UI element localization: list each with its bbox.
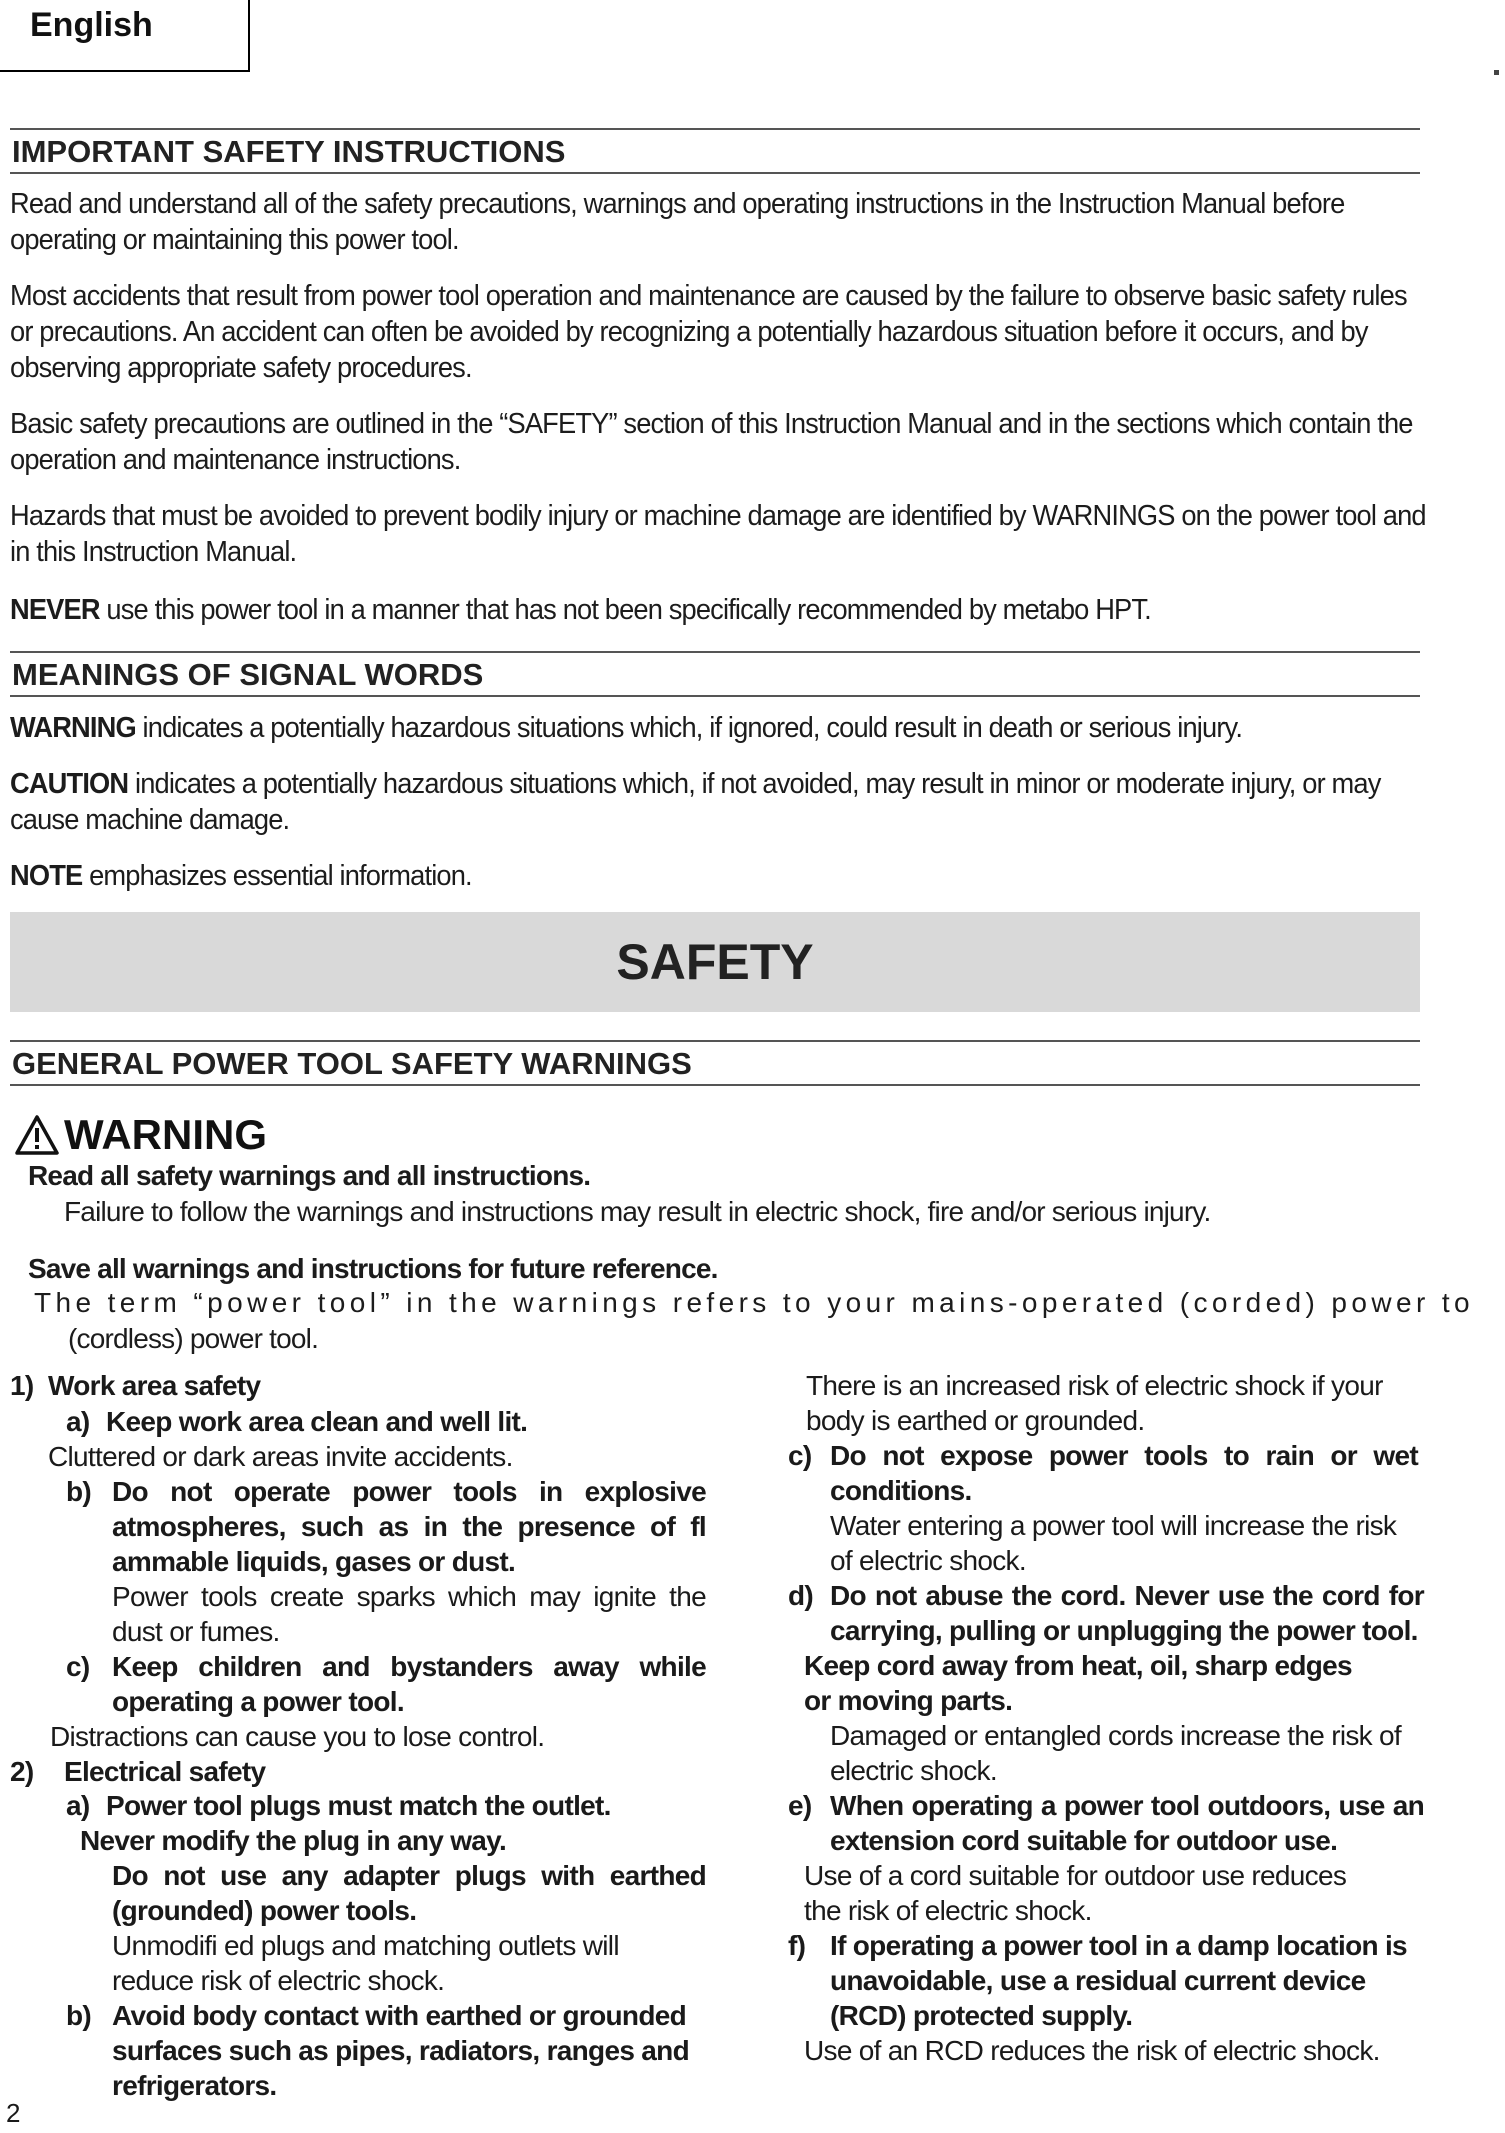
- item-1b: [66, 1474, 706, 1649]
- signal-note: [10, 858, 1425, 894]
- signal-caution-text: indicates a potentially hazardous situations which, if not avoided, may result in minor or moderate injury, or may cause machine damage.: [10, 768, 1381, 836]
- item-2b-continuation: [788, 1368, 1428, 1438]
- item-1b-label: b): [66, 1476, 92, 1507]
- section-work-area: [10, 1368, 710, 1404]
- important-paragraph-3: Basic safety precautions are outlined in the “SAFETY” section of this Instruction Manual and in the sections which contain the operation and maintenance instructions.: [10, 408, 1413, 476]
- signal-note-text: emphasizes essential information.: [82, 860, 472, 892]
- item-1c-text: Distractions can cause you to lose control.: [50, 1721, 545, 1752]
- warning-heading: [14, 1110, 267, 1160]
- item-2b-title: Avoid body contact with earthed or grounded surfaces such as pipes, radiators, ranges and refrigerators.: [112, 2000, 689, 2101]
- item-2d-label: d): [788, 1580, 814, 1611]
- item-1a: [48, 1404, 710, 1474]
- item-2f-title: If operating a power tool in a damp location is unavoidable, use a residual current device (RCD) protected supply.: [830, 1930, 1407, 2031]
- item-2c-title: Do not expose power tools to rain or wet conditions.: [830, 1440, 1418, 1506]
- section-2-number: 2): [10, 1756, 34, 1787]
- item-1b-text: Power tools create sparks which may ignite the dust or fumes.: [112, 1581, 706, 1647]
- left-column: [10, 1368, 710, 2103]
- item-2e: [788, 1788, 1424, 1928]
- never-word: NEVER: [10, 594, 100, 626]
- item-1a-label: a): [66, 1406, 90, 1437]
- item-2e-title: When operating a power tool outdoors, use an extension cord suitable for outdoor use.: [830, 1790, 1424, 1856]
- failure-text: Failure to follow the warnings and instructions may result in electric shock, fire and/or serious injury.: [64, 1196, 1211, 1227]
- language-tab: English: [0, 0, 250, 72]
- signal-caution-word: CAUTION: [10, 768, 129, 800]
- signal-warning-text: indicates a potentially hazardous situations which, if ignored, could result in death or serious injury.: [135, 712, 1243, 744]
- item-2b-text: There is an increased risk of electric shock if your body is earthed or grounded.: [806, 1370, 1383, 1436]
- item-2e-label: e): [788, 1790, 812, 1821]
- item-1c-label: c): [66, 1651, 90, 1682]
- item-1a-text: Cluttered or dark areas invite accidents.: [48, 1441, 513, 1472]
- item-1c: [50, 1649, 706, 1754]
- item-2e-text: Use of a cord suitable for outdoor use reduces the risk of electric shock.: [804, 1860, 1347, 1926]
- item-2d: [788, 1578, 1424, 1788]
- important-section-title: IMPORTANT SAFETY INSTRUCTIONS: [10, 128, 1420, 174]
- item-2c: [788, 1438, 1418, 1578]
- item-2f-text: Use of an RCD reduces the risk of electric shock.: [804, 2035, 1380, 2066]
- section-1-title: Work area safety: [48, 1370, 261, 1401]
- item-2a: [66, 1788, 706, 1998]
- item-2f-label: f): [788, 1930, 806, 1961]
- important-paragraph-5: [10, 592, 1425, 628]
- item-2d-text: Damaged or entangled cords increase the risk of electric shock.: [830, 1720, 1401, 1786]
- item-2d-line2: Keep cord away from heat, oil, sharp edges or moving parts.: [804, 1650, 1352, 1716]
- item-1c-title: Keep children and bystanders away while operating a power tool.: [112, 1651, 706, 1717]
- power-tool-term-line1: The term “power tool” in the warnings refers to your mains-operated (corded) power to: [34, 1287, 1475, 1318]
- section-2-title: Electrical safety: [64, 1756, 266, 1787]
- power-tool-term-line2: (cordless) power tool.: [68, 1323, 319, 1354]
- signal-note-word: NOTE: [10, 860, 83, 892]
- item-2c-text: Water entering a power tool will increase the risk of electric shock.: [830, 1510, 1397, 1576]
- item-2a-text: Unmodifi ed plugs and matching outlets will reduce risk of electric shock.: [112, 1930, 619, 1996]
- signal-warning-word: WARNING: [10, 712, 136, 744]
- signal-warning: [10, 710, 1425, 746]
- section-electrical: [10, 1754, 710, 1788]
- warning-heading-text: WARNING: [64, 1111, 267, 1158]
- item-1a-title: Keep work area clean and well lit.: [106, 1406, 528, 1437]
- item-2a-line2: Never modify the plug in any way.: [80, 1825, 507, 1856]
- safety-banner: SAFETY: [10, 912, 1420, 1012]
- right-column: [788, 1368, 1428, 2068]
- read-all-instructions: Read all safety warnings and all instructions.: [28, 1160, 591, 1191]
- item-1b-title: Do not operate power tools in explosive atmospheres, such as in the presence of fl ammable liquids, gases or dust.: [112, 1476, 706, 1577]
- item-2c-label: c): [788, 1440, 812, 1471]
- important-paragraph-2: Most accidents that result from power tool operation and maintenance are caused by the failure to observe basic safety rules or precautions. An accident can often be avoided by recognizing a potentially hazardous situation before it occurs, and by observing appropriate safety procedures.: [10, 280, 1407, 384]
- item-2a-line3: Do not use any adapter plugs with earthed (grounded) power tools.: [112, 1860, 706, 1926]
- registration-mark: [1494, 70, 1499, 75]
- item-2a-label: a): [66, 1790, 90, 1821]
- important-paragraph-4: Hazards that must be avoided to prevent bodily injury or machine damage are identified by WARNINGS on the power tool and in this Instruction Manual.: [10, 500, 1426, 568]
- save-all-instructions: Save all warnings and instructions for future reference.: [28, 1253, 718, 1284]
- warning-triangle-icon: [14, 1114, 60, 1156]
- item-2b: [66, 1998, 706, 2103]
- important-paragraph-1: Read and understand all of the safety precautions, warnings and operating instructions in the Instruction Manual before operating or maintaining this power tool.: [10, 188, 1345, 256]
- item-2d-title: Do not abuse the cord. Never use the cord for carrying, pulling or unplugging the power tool.: [830, 1580, 1424, 1646]
- page-number: 2: [6, 2098, 21, 2128]
- item-2a-title: Power tool plugs must match the outlet.: [106, 1790, 611, 1821]
- general-section-title: GENERAL POWER TOOL SAFETY WARNINGS: [10, 1040, 1420, 1086]
- item-2b-label: b): [66, 2000, 92, 2031]
- item-2f: [788, 1928, 1424, 2068]
- signal-section-title: MEANINGS OF SIGNAL WORDS: [10, 651, 1420, 697]
- signal-caution: [10, 766, 1425, 838]
- never-text: use this power tool in a manner that has not been specifically recommended by metabo HPT.: [99, 594, 1151, 626]
- section-1-number: 1): [10, 1370, 34, 1401]
